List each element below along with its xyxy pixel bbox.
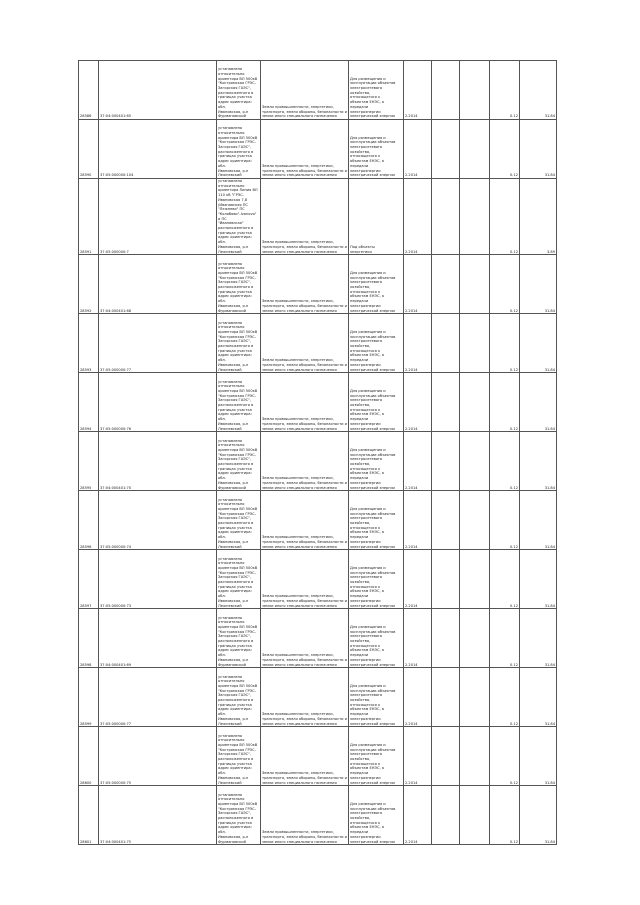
row-number: 28600 — [79, 727, 99, 786]
empty-cell — [460, 255, 490, 314]
location-description: установлено относительно ориентира ВЛ 500кВ "Костромская ГРЭС- Загорская ГАЭС", расположенного в границах участка адрес ориентира: обл. Ивановская, р-н Лежневский — [217, 120, 261, 179]
rate-cell: 0.12 — [490, 609, 520, 668]
permitted-use: Для размещения и эксплуатации объектов электросетевого хозяйства, относящегося к объектам ЕНЭС, а передачи электроэнергии электрической энергии — [349, 255, 404, 314]
land-category: Земли промышленности, энергетики, транспорта, земли обороны, безопасности и земли иного специального назначения — [261, 61, 349, 120]
table-row — [79, 668, 557, 727]
land-category: Земли промышленности, энергетики, транспорта, земли обороны, безопасности и земли иного специального назначения — [261, 314, 349, 373]
row-number: 28598 — [79, 609, 99, 668]
location-description: установлено относительно ориентира ВЛ 500кВ "Костромская ГРЭС- Загорская ГАЭС", расположенного в границах участка адрес ориентира: обл. Ивановская, р-н Фурмановский — [217, 609, 261, 668]
rate-cell: 0.12 — [490, 179, 520, 255]
table-row — [79, 609, 557, 668]
cadastral-number: 37:05:000000:7 — [99, 179, 217, 255]
cadastral-number: 37:05:000000:77 — [99, 314, 217, 373]
empty-cell — [460, 491, 490, 550]
row-number: 28597 — [79, 550, 99, 609]
rate-cell: 0.12 — [490, 373, 520, 432]
empty-cell — [432, 432, 460, 491]
land-category: Земли промышленности, энергетики, транспорта, земли обороны, безопасности и земли иного специального назначения — [261, 727, 349, 786]
cadastral-number: 37:05:000000:75 — [99, 727, 217, 786]
empty-cell — [460, 120, 490, 179]
permitted-use: Для размещения и эксплуатации объектов электросетевого хозяйства, относящегося к объектам ЕНЭС, а передачи электроэнергии электрической энергии — [349, 373, 404, 432]
rate-cell: 0.12 — [490, 491, 520, 550]
empty-cell — [460, 786, 490, 845]
location-description: установлено относительно ориентира ВЛ 500кВ "Костромская ГРЭС- Загорская ГАЭС", расположенного в границах участка адрес ориентира: обл. Ивановская, р-н Фурмановский — [217, 61, 261, 120]
sum-cell: 3.89 — [520, 179, 557, 255]
location-description: установлено относительно ориентира ВЛ 500кВ "Костромская ГРЭС- Загорская ГАЭС", расположенного в границах участка адрес ориентира: обл. Ивановская, р-н Лежневский — [217, 491, 261, 550]
sum-cell: 31.84 — [520, 609, 557, 668]
permitted-use: Для размещения и эксплуатации объектов электросетевого хозяйства, относящегося к объектам ЕНЭС, а передачи электроэнергии электрической энергии — [349, 786, 404, 845]
land-category: Земли промышленности, энергетики, транспорта, земли обороны, безопасности и земли иного специального назначения — [261, 786, 349, 845]
table-row — [79, 786, 557, 845]
date-cell: 2.2014 — [404, 314, 432, 373]
table-row — [79, 314, 557, 373]
land-category: Земли промышленности, энергетики, транспорта, земли обороны, безопасности и земли иного специального назначения — [261, 120, 349, 179]
location-description: установлено относительно ориентира Линия ВЛ 110 кВ "ГРЭС- Ивановская 7,8 (Ивановская ПС "Лежнево" ПС "Колобово"-Ivanovo" и ПС "Ивановская" расположенного в границах участка адрес ориентира: обл. Ивановская, р-н Лежневский — [217, 179, 261, 255]
row-number: 28599 — [79, 668, 99, 727]
land-category: Земли промышленности, энергетики, транспорта, земли обороны, безопасности и земли иного специального назначения — [261, 491, 349, 550]
date-cell: 2.2014 — [404, 550, 432, 609]
table-row — [79, 61, 557, 120]
rate-cell: 0.12 — [490, 255, 520, 314]
sum-cell: 31.84 — [520, 668, 557, 727]
empty-cell — [432, 373, 460, 432]
empty-cell — [460, 609, 490, 668]
document-page — [78, 60, 556, 845]
row-number: 28596 — [79, 491, 99, 550]
empty-cell — [432, 179, 460, 255]
empty-cell — [460, 314, 490, 373]
empty-cell — [432, 120, 460, 179]
land-category: Земли промышленности, энергетики, транспорта, земли обороны, безопасности и земли иного специального назначения — [261, 255, 349, 314]
location-description: установлено относительно ориентира ВЛ 500кВ "Костромская ГРЭС- Загорская ГАЭС", расположенного в границах участка адрес ориентира: обл. Ивановская, р-н Лежневский — [217, 727, 261, 786]
empty-cell — [460, 727, 490, 786]
date-cell: 2.2014 — [404, 179, 432, 255]
row-number: 28593 — [79, 314, 99, 373]
table-row — [79, 727, 557, 786]
location-description: установлено относительно ориентира ВЛ 500кВ "Костромская ГРЭС- Загорская ГАЭС", расположенного в границах участка адрес ориентира: обл. Ивановская, р-н Лежневский — [217, 668, 261, 727]
permitted-use: Для размещения и эксплуатации объектов электросетевого хозяйства, относящегося к объектам ЕНЭС, а передачи электроэнергии электрической энергии — [349, 668, 404, 727]
land-category: Земли промышленности, энергетики, транспорта, земли обороны, безопасности и земли иного специального назначения — [261, 179, 349, 255]
date-cell: 2.2014 — [404, 668, 432, 727]
row-number: 28586 — [79, 61, 99, 120]
rate-cell: 0.12 — [490, 727, 520, 786]
land-register-table — [78, 60, 557, 845]
table-row — [79, 550, 557, 609]
permitted-use: Для размещения и эксплуатации объектов электросетевого хозяйства, относящегося к объектам ЕНЭС, а передачи электроэнергии электрической энергии — [349, 550, 404, 609]
empty-cell — [460, 668, 490, 727]
cadastral-number: 37:05:000000:77 — [99, 668, 217, 727]
empty-cell — [460, 179, 490, 255]
date-cell: 2.2014 — [404, 727, 432, 786]
date-cell: 2.2014 — [404, 61, 432, 120]
date-cell: 2.2014 — [404, 255, 432, 314]
sum-cell: 31.84 — [520, 120, 557, 179]
location-description: установлено относительно ориентира ВЛ 500кВ "Костромская ГРЭС- Загорская ГАЭС", расположенного в границах участка адрес ориентира: обл. Ивановская, р-н Лежневский — [217, 550, 261, 609]
empty-cell — [432, 61, 460, 120]
rate-cell: 0.12 — [490, 61, 520, 120]
rate-cell: 0.12 — [490, 314, 520, 373]
row-number: 28601 — [79, 786, 99, 845]
rate-cell: 0.12 — [490, 120, 520, 179]
date-cell: 2.2014 — [404, 373, 432, 432]
empty-cell — [432, 314, 460, 373]
row-number: 28592 — [79, 255, 99, 314]
cadastral-number: 37:04:000401:65 — [99, 61, 217, 120]
empty-cell — [432, 550, 460, 609]
cadastral-number: 37:05:000000:73 — [99, 550, 217, 609]
sum-cell: 31.84 — [520, 61, 557, 120]
row-number: 28595 — [79, 432, 99, 491]
sum-cell: 31.84 — [520, 786, 557, 845]
table-row — [79, 432, 557, 491]
table-row — [79, 491, 557, 550]
location-description: установлено относительно ориентира ВЛ 500кВ "Костромская ГРЭС- Загорская ГАЭС", расположенного в границах участка адрес ориентира: обл. Ивановская, р-н Лежневский — [217, 314, 261, 373]
row-number: 28594 — [79, 373, 99, 432]
empty-cell — [460, 61, 490, 120]
sum-cell: 31.84 — [520, 432, 557, 491]
empty-cell — [460, 550, 490, 609]
date-cell: 2.2014 — [404, 491, 432, 550]
land-category: Земли промышленности, энергетики, транспорта, земли обороны, безопасности и земли иного специального назначения — [261, 550, 349, 609]
sum-cell: 31.84 — [520, 255, 557, 314]
rate-cell: 0.12 — [490, 668, 520, 727]
rate-cell: 0.12 — [490, 550, 520, 609]
date-cell: 2.2014 — [404, 786, 432, 845]
sum-cell: 31.84 — [520, 727, 557, 786]
empty-cell — [432, 609, 460, 668]
permitted-use: Для размещения и эксплуатации объектов электросетевого хозяйства, относящегося к объектам ЕНЭС, а передачи электроэнергии электрической энергии — [349, 432, 404, 491]
empty-cell — [432, 491, 460, 550]
cadastral-number: 37:04:000401:69 — [99, 609, 217, 668]
permitted-use: Под объекты энергетики — [349, 179, 404, 255]
sum-cell: 31.84 — [520, 373, 557, 432]
location-description: установлено относительно ориентира ВЛ 500кВ "Костромская ГРЭС- Загорская ГАЭС", расположенного в границах участка адрес ориентира: обл. Ивановская, р-н Фурмановский — [217, 786, 261, 845]
table-row — [79, 255, 557, 314]
permitted-use: Для размещения и эксплуатации объектов электросетевого хозяйства, относящегося к объектам ЕНЭС, а передачи электроэнергии электрической энергии — [349, 609, 404, 668]
empty-cell — [432, 786, 460, 845]
cadastral-number: 37:05:000000:104 — [99, 120, 217, 179]
cadastral-number: 37:05:000000:74 — [99, 491, 217, 550]
rate-cell: 0.12 — [490, 432, 520, 491]
permitted-use: Для размещения и эксплуатации объектов электросетевого хозяйства, относящегося к объектам ЕНЭС, а передачи электроэнергии электрической энергии — [349, 314, 404, 373]
row-number: 28591 — [79, 179, 99, 255]
date-cell: 2.2014 — [404, 432, 432, 491]
permitted-use: Для размещения и эксплуатации объектов электросетевого хозяйства, относящегося к объектам ЕНЭС, а передачи электроэнергии электрической энергии — [349, 491, 404, 550]
sum-cell: 31.84 — [520, 550, 557, 609]
sum-cell: 31.84 — [520, 314, 557, 373]
permitted-use: Для размещения и эксплуатации объектов электросетевого хозяйства, относящегося к объектам ЕНЭС, а передачи электроэнергии электрической энергии — [349, 61, 404, 120]
rate-cell: 0.12 — [490, 786, 520, 845]
location-description: установлено относительно ориентира ВЛ 500кВ "Костромская ГРЭС- Загорская ГАЭС", расположенного в границах участка адрес ориентира: обл. Ивановская, р-н Лежневский — [217, 373, 261, 432]
land-category: Земли промышленности, энергетики, транспорта, земли обороны, безопасности и земли иного специального назначения — [261, 373, 349, 432]
row-number: 28590 — [79, 120, 99, 179]
table-row — [79, 120, 557, 179]
land-category: Земли промышленности, энергетики, транспорта, земли обороны, безопасности и земли иного специального назначения — [261, 609, 349, 668]
cadastral-number: 37:04:000401:68 — [99, 255, 217, 314]
date-cell: 2.2014 — [404, 120, 432, 179]
cadastral-number: 37:05:000000:76 — [99, 373, 217, 432]
cadastral-number: 37:04:000401:70 — [99, 432, 217, 491]
permitted-use: Для размещения и эксплуатации объектов электросетевого хозяйства, относящегося к объектам ЕНЭС, а передачи электроэнергии электрической энергии — [349, 120, 404, 179]
empty-cell — [432, 727, 460, 786]
permitted-use: Для размещения и эксплуатации объектов электросетевого хозяйства, относящегося к объектам ЕНЭС, а передачи электроэнергии электрической энергии — [349, 727, 404, 786]
land-category: Земли промышленности, энергетики, транспорта, земли обороны, безопасности и земли иного специального назначения — [261, 432, 349, 491]
location-description: установлено относительно ориентира ВЛ 500кВ "Костромская ГРЭС- Загорская ГАЭС", расположенного в границах участка адрес ориентира: обл. Ивановская, р-н Фурмановский — [217, 255, 261, 314]
empty-cell — [460, 432, 490, 491]
empty-cell — [432, 255, 460, 314]
empty-cell — [432, 668, 460, 727]
empty-cell — [460, 373, 490, 432]
date-cell: 2.2014 — [404, 609, 432, 668]
table-row — [79, 373, 557, 432]
location-description: установлено относительно ориентира ВЛ 500кВ "Костромская ГРЭС- Загорская ГАЭС", расположенного в границах участка адрес ориентира: обл. Ивановская, р-н Фурмановский — [217, 432, 261, 491]
cadastral-number: 37:04:000401:75 — [99, 786, 217, 845]
sum-cell: 31.84 — [520, 491, 557, 550]
table-row — [79, 179, 557, 255]
land-category: Земли промышленности, энергетики, транспорта, земли обороны, безопасности и земли иного специального назначения — [261, 668, 349, 727]
